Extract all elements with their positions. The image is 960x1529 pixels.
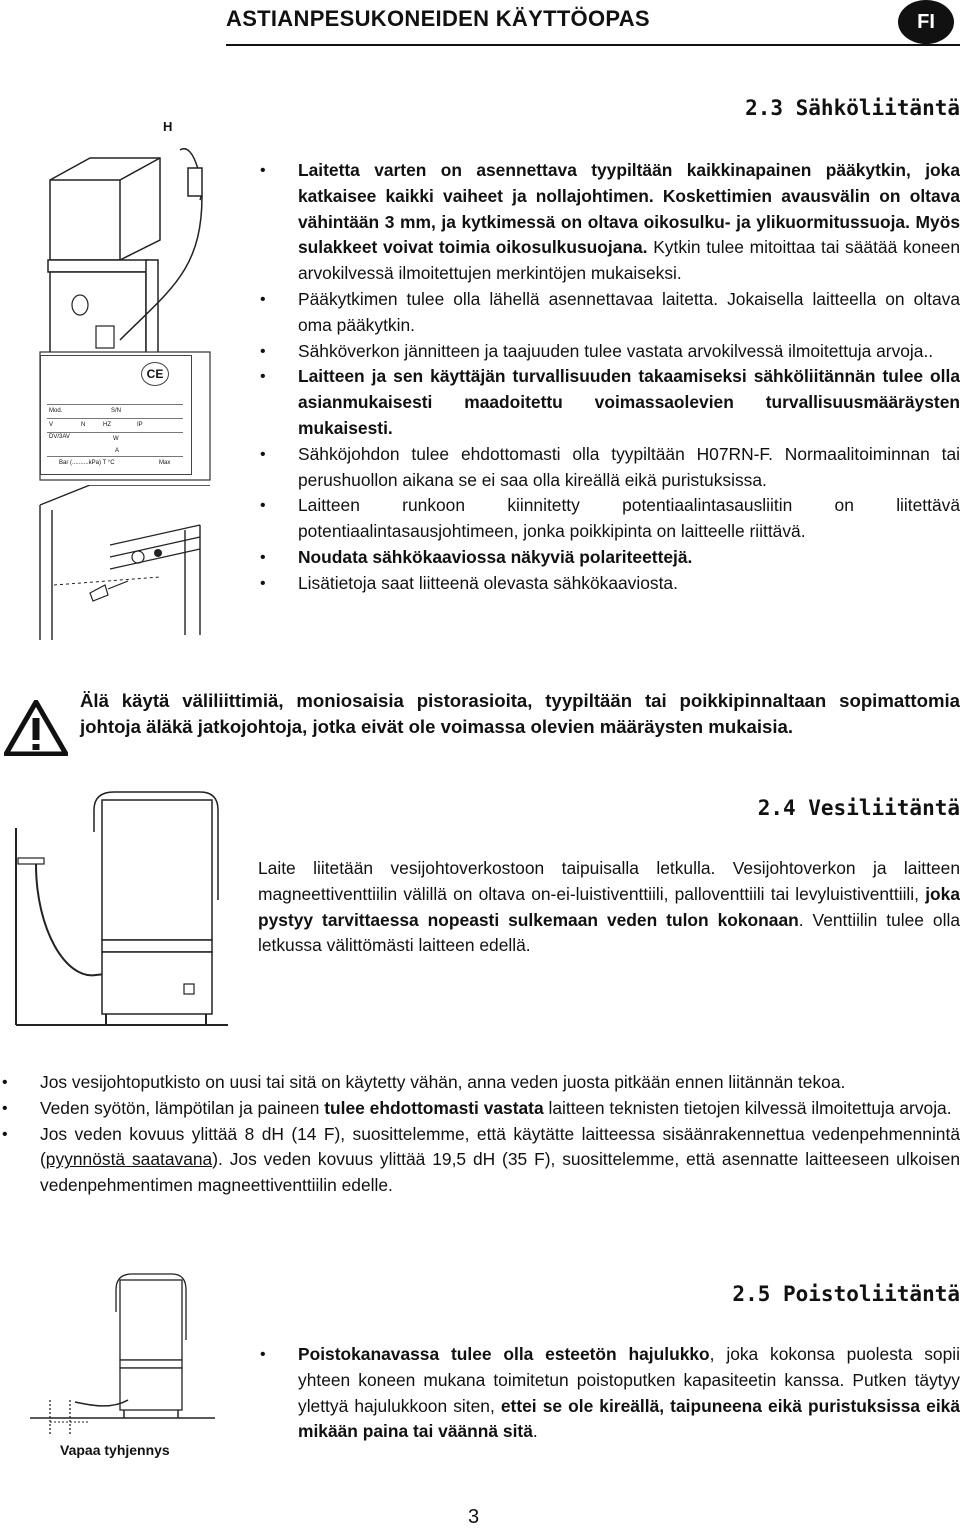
list-item: • Sähköverkon jännitteen ja taajuuden tulee vastata arvokilvessä ilmoitettuja arvoja.. (298, 339, 960, 365)
list-item: • Pääkytkimen tulee olla lähellä asennettavaa laitetta. Jokaisella laitteella on oltava oma pääkytkin. (298, 287, 960, 339)
water-paragraph: Laite liitetään vesijohtoverkostoon taipuisalla letkulla. Vesijohtoverkon ja laitteen magneettiventtiilin välillä on oltava on-ei-luistiventtiili, palloventtiili tai levyluistiventtiili, joka pystyy tarvittaessa nopeasti sulkemaan veden tulon kokonaan. Venttiilin tulee olla letkussa välittömästi laitteen edellä. (258, 858, 960, 956)
section-heading-drain: 2.5 Poistoliitäntä (732, 1282, 960, 1306)
warning-text: Älä käytä väliliittimiä, moniosaisia pistorasioita, tyypiltään tai poikkipinnaltaan sopimattomia johtoja äläkä jatkojohtoja, jotka eivät ole voimassa olevien määräysten mukaisia. (80, 690, 960, 737)
list-item: • Veden syötön, lämpötilan ja paineen tulee ehdottomasti vastata laitteen teknisten tietojen kilvessä ilmoitettuja arvoja. (40, 1096, 960, 1122)
electrical-list (298, 158, 960, 597)
plate-bar: Bar (..........kPa) T °C (59, 460, 115, 466)
section-heading-water: 2.4 Vesiliitäntä (757, 796, 960, 820)
list-item: • Jos veden kovuus ylittää 8 dH (14 F), suosittelemme, että käytätte laitteessa sisäänrakennettua vedenpehmennintä (pyynnöstä saatavana). Jos veden kovuus ylittää 19,5 dH (35 F), suosittelemme, että asennatte laitteeseen ulkoisen vedenpehmentimen magneettiventtiilin edelle. (40, 1122, 960, 1199)
section-heading-electrical: 2.3 Sähköliitäntä (745, 96, 960, 120)
header-rule (226, 44, 960, 46)
equipotential-figure (30, 485, 215, 645)
page-number: 3 (468, 1506, 480, 1528)
rating-plate (40, 355, 192, 475)
list-item: • Laitetta varten on asennettava tyypiltään kaikkinapainen pääkytkin, joka katkaisee kaikki vaiheet ja nollajohtimen. Koskettimien avausvälin on oltava vähintään 3 mm, ja kytkimessä on oltava oikosulku- ja ylikuormitussuoja. Myös sulakkeet voivat toimia oikosulkusuojana. Kytkin tulee mitoittaa tai säätää koneen arvokilvessä ilmoitettujen merkintöjen mukaiseksi. (298, 158, 960, 287)
list-item: • Lisätietoja saat liitteenä olevasta sähkökaaviosta. (298, 571, 960, 597)
plate-mod: Mod. (49, 408, 63, 414)
drain-figure-caption: Vapaa tyhjennys (60, 1442, 170, 1458)
plate-a: A (115, 448, 120, 454)
water-figure (6, 780, 231, 1030)
plate-n: N (81, 422, 86, 428)
plate-w: W (113, 436, 119, 442)
list-item: • Jos vesijohtoputkisto on uusi tai sitä on käytetty vähän, anna veden juosta pitkään ennen liitännän tekoa. (40, 1070, 960, 1096)
list-item: • Laitteen ja sen käyttäjän turvallisuuden takaamiseksi sähköliitännän tulee olla asianmukaisesti maadoitettu voimassaolevien turvallisuusmääräysten mukaisesti. (298, 364, 960, 441)
document-title: ASTIANPESUKONEIDEN KÄYTTÖOPAS (226, 6, 650, 31)
list-item: • Poistokanavassa tulee olla esteetön hajulukko, joka kokonsa puolesta sopii yhteen koneen mukana toimitetun poistoputken kapasiteetin kanssa. Putken täytyy ylettyä hajulukkoon siten, ettei se ole kireällä, taipuneena eikä puristuksissa eikä mikään paina tai väännä sitä. (298, 1342, 960, 1445)
list-item: • Laitteen runkoon kiinnitetty potentiaalintasausliitin on liitettävä potentiaalintasausjohtimeen, jonka poikkipinta on laitteelle riittävä. (298, 493, 960, 545)
plate-dv: DV/3AV (49, 434, 70, 440)
warning-triangle-icon (4, 700, 68, 756)
plate-sn: S/N (111, 408, 122, 414)
figure-h-label: H (163, 119, 173, 134)
drain-list (298, 1342, 960, 1445)
language-badge: FI (898, 0, 954, 44)
list-item: • Noudata sähkökaaviossa näkyviä polariteettejä. (298, 545, 960, 571)
water-notes-list (40, 1070, 960, 1199)
drain-illustration (20, 1270, 220, 1440)
drain-figure (20, 1270, 220, 1440)
water-connection-illustration (6, 780, 231, 1030)
plate-max: Max (159, 460, 171, 466)
ce-mark-icon: CE (141, 362, 169, 386)
plate-ip: IP (137, 422, 143, 428)
list-item: • Sähköjohdon tulee ehdottomasti olla tyypiltään H07RN-F. Normaalitoiminnan tai perushuollon aikana se ei saa olla kireällä eikä puristuksissa. (298, 442, 960, 494)
plate-hz: HZ (103, 422, 111, 428)
equipotential-illustration (30, 485, 215, 645)
plate-v: V (49, 422, 54, 428)
